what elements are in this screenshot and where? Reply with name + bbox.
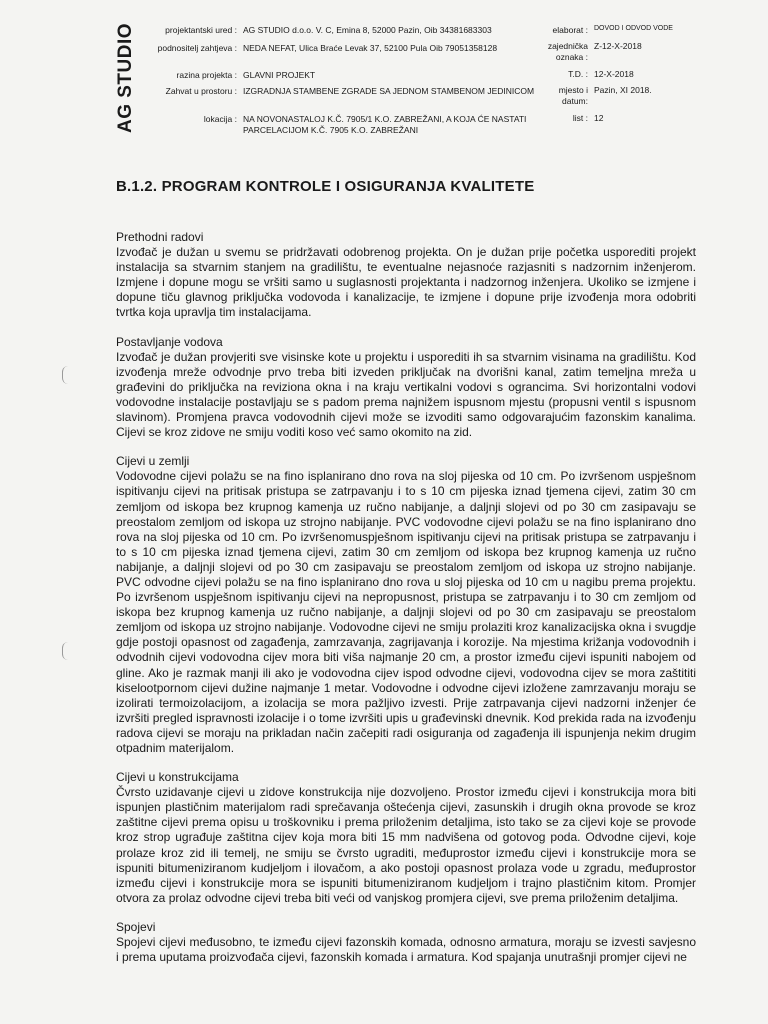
header-label-td: T.D. :	[568, 69, 588, 79]
section-heading: Prethodni radovi	[116, 230, 204, 244]
section-text: Izvođač je dužan u svemu se pridržavati odobrenog projekta. On je dužan prije početka usporediti projekt instalacija sa stvarnim stanjem na gradilištu, te eventualne nejasnoće razjasniti s nadzornim inženjerom. Izmjene i dopune mogu se vršiti samo u suglasnosti projektanta i nadzornog inženjera. Ukoliko se izmjene i dopune tiču glavnog priključka vodovoda i kanalizacije, te izmjene i dopune prije izvođenja mora odobriti tvrtka koja upravlja tim instalacijama.	[116, 245, 696, 320]
header-label-list: list :	[572, 113, 588, 123]
header-value-td: 12-X-2018	[594, 69, 634, 79]
header-value-razina: GLAVNI PROJEKT	[243, 70, 316, 80]
header-label-razina: razina projekta :	[176, 70, 237, 80]
header-label-zahvat: Zahvat u prostoru :	[165, 86, 237, 96]
section-text: Čvrsto uzidavanje cijevi u zidove konstrukcija nije dozvoljeno. Prostor između cijevi i konstrukcija mora biti ispunjen plastičnim materijalom radi sprečavanja oštećenja cijevi, zasunskih i drugih okna provode se kroz zaštitne cijevi prema opisu u troškovniku i prema priloženim detaljima, isto tako se za cijevi koje se provode kroz strop ugrađuje zaštitna cijev koja mora biti 15 mm nadvišena od gotovog poda. Odvodne cijevi, koje prolaze kroz zid ili temelj, ne smiju se čvrsto ugraditi, međuprostor između cijevi i konstrukcije mora se ispuniti bitumeniziranom kudjeljom i ilovačom, a ako postoji opasnost prolaza vode u zgradu, međuprostor između cijevi i konstrukcije mora se ispuniti bitumeniziranom kudjeljom i trajno plastičnim kitom. Promjer otvora za prolaz odvodne cijevi treba biti veći od vanjskog promjera cijevi, sve prema priloženim detaljima.	[116, 785, 696, 905]
section-heading: Cijevi u konstrukcijama	[116, 770, 239, 785]
section-cijevi-u-zemlji	[116, 454, 696, 756]
section-heading: Cijevi u zemlji	[116, 454, 190, 469]
section-text: Izvođač je dužan provjeriti sve visinske kote u projektu i usporediti ih sa stvarnim visinama na gradilištu. Kod izvođenja mreže odvodnje prvo treba biti izveden priključak na dvorišni kanal, zatim temeljna mreža u građevini do priključka na reviziona okna i na kraju vertikalni vodovi s ograncima. Svi horizontalni vodovi vodovodne instalacije postavljaju se s padom prema najnižem ispusnom mjestu (propusni ventil s ispusnom slavinom). Promjena pravca vodovodnih cijevi može se izvoditi samo odgovarajućim fazonskim kanalima. Cijevi se kroz zidove ne smiju voditi koso već samo okomito na zid.	[116, 349, 696, 440]
header-label-oznaka-2: oznaka :	[555, 52, 588, 62]
header-value-lokacija-line2: PARCELACIJOM K.Č. 7905 K.O. ZABREŽANI	[243, 125, 419, 135]
header-value-lokacija-line1: NA NOVONASTALOJ K.Č. 7905/1 K.O. ZABREŽANI, A KOJA ĆE NASTATI	[243, 114, 527, 124]
logo-text: AG STUDIO	[115, 22, 136, 134]
page-title: B.1.2. PROGRAM KONTROLE I OSIGURANJA KVALITETE	[116, 178, 535, 195]
document-body	[116, 230, 696, 979]
section-heading: Postavljanje vodova	[116, 334, 223, 349]
header-label-elaborat: elaborat :	[552, 25, 588, 35]
margin-mark	[62, 366, 71, 384]
section-text: Spojevi cijevi međusobno, te između cijevi fazonskih komada, odnosno armatura, moraju se izvesti savjesno i prema uputama proizvođača cijevi, fazonskih komada i armatura. Kod spajanja unutrašnji promjer cijevi ne	[116, 935, 696, 965]
section-spojevi	[116, 920, 696, 965]
section-prethodni-radovi	[116, 230, 696, 321]
header-value-projektantski-ured: AG STUDIO d.o.o. V. C, Emina 8, 52000 Pazin, Oib 34381683303	[243, 25, 492, 35]
header-label-podnositelj: podnositelj zahtjeva :	[157, 43, 237, 53]
header-label-mjesto-1: mjesto i	[558, 85, 588, 95]
section-text: Vodovodne cijevi polažu se na fino isplanirano dno rova na sloj pijeska od 10 cm. Po izvršenom uspješnom ispitivanju cijevi na pritisak pristupa se zatrpavanju i to s 10 cm pijeska iznad tjemena cijevi, zatim 30 cm zemljom od iskopa bez krupnog kamenja uz ručno nabijanje, a daljnji slojevi od po 30 cm zasipavaju se preostalom zemljom od iskopa uz strojno nabijanje. PVC vodovodne cijevi polažu se na fino isplanirano dno rova na sloj pijeska od 10 cm. Po izvršenomuspješnom ispitivanju cijevi na pritisak pristupa se zatrpavanju i to s 10 cm pijeska iznad tjemena cijevi, zatim 30 cm zemljom od iskopa bez krupnog kamenja uz ručno nabijanje, a daljnji slojevi od po 30 cm zasipavaju se preostalom zemljom od iskopa uz strojno nabijanje. PVC odvodne cijevi polažu se na fino isplanirano dno rova u sloj pijeska od 10 cm u nagibu prema projektu. Po izvršenom uspješnom ispitivanju cijevi na nepropusnost, pristupa se zatrpavanju i to 30 cm zemljom od iskopa bez krupnog kamenja uz ručno nabijanje, a daljnji slojevi od po 30 cm zasipavaju se preostalom zemljom od iskopa uz strojno nabijanje. Vodovodne cijevi ne smiju prolaziti kroz kanalizacijska okna i svugdje gdje postoji opasnost od zagađenja, zamrzavanja, zagrijavanja i korozije. Na mjestima križanja vodovodnih i odvodnih cijevi vodovodna cijev mora biti viša najmanje 20 cm, a prostor između cijevi ispuniti nabojem od gline. Ako je razmak manji ili ako je vodovodna cijev ispod odvodne cijevi, vodovodna cijev se mora zaštititi kiselootpornom cijevi dužine najmanje 1 metar. Vodovodne i odvodne cijevi izložene zamrzavanju moraju se izolirati termoizolacijom, a izolacija se mora pažljivo izvesti. Prije zatrpavanja cijevi nadzorni inženjer će izvršiti pregled ispravnosti izolacije i o tome izvršiti upis u građevinski dnevnik. Kod prekida rada na izvođenju radova cijevi se moraju na prikladan način začepiti radi osiguranja od zagađenja ili ispunjenja nekim drugim otpadnim materijalom.	[116, 469, 696, 755]
header-label-mjesto-2: datum:	[562, 96, 588, 106]
header-label-projektantski-ured: projektantski ured :	[165, 25, 237, 35]
header-value-oznaka: Z-12-X-2018	[594, 41, 642, 51]
header-value-list: 12	[594, 113, 604, 123]
header-value-zahvat: IZGRADNJA STAMBENE ZGRADE SA JEDNOM STAMBENOM JEDINICOM	[243, 86, 535, 96]
margin-mark	[62, 642, 71, 660]
header-label-oznaka-1: zajednička	[547, 41, 588, 51]
section-heading: Spojevi	[116, 919, 156, 934]
section-postavljanje-vodova	[116, 335, 696, 441]
header-value-elaborat: DOVOD I ODVOD VODE	[594, 25, 673, 32]
header-label-lokacija: lokacija :	[203, 114, 237, 124]
header-value-podnositelj: NEDA NEFAT, Ulica Braće Levak 37, 52100 Pula Oib 79051358128	[243, 43, 498, 53]
section-cijevi-u-konstrukcijama	[116, 770, 696, 906]
header-value-mjesto: Pazin, XI 2018.	[594, 85, 652, 95]
